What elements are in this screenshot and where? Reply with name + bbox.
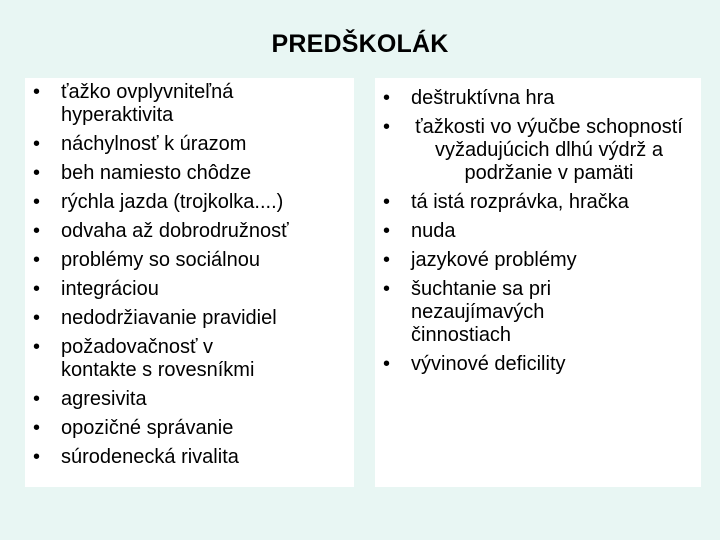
slide-title: PREDŠKOLÁK [271,30,449,58]
list-item [25,249,354,272]
list-item [25,336,354,382]
list-item [25,417,354,440]
list-item-text: integráciou [61,278,159,300]
list-item [25,278,354,301]
right-panel [375,78,701,487]
list-item [25,307,354,330]
list-item [25,220,354,243]
list-item-text: rýchla jazda (trojkolka....) [61,191,284,213]
left-bullet-list [25,81,354,475]
right-bullet-list [375,87,701,382]
list-item-text: odvaha až dobrodružnosť [61,220,289,242]
list-item [25,162,354,185]
list-item-text: nedodržiavanie pravidiel [61,307,277,329]
list-item [375,191,701,214]
list-item-text: požadovačnosť v kontakte s rovesníkmi [61,336,255,381]
list-item-text: náchylnosť k úrazom [61,133,247,155]
list-item-text: ťažkosti vo výučbe schopností vyžadujúcich dlhú výdrž a podržanie v pamäti [415,116,683,184]
list-item-text: vývinové deficility [411,353,566,375]
list-item-text: ťažko ovplyvniteľná hyperaktivita [61,81,234,126]
list-item-text: jazykové problémy [411,249,577,271]
list-item-text: nuda [411,220,456,242]
list-item [375,87,701,110]
left-panel [25,78,354,487]
list-item-text: opozičné správanie [61,417,234,439]
list-item [375,116,701,185]
list-item [375,220,701,243]
list-item [375,249,701,272]
list-item-text: deštruktívna hra [411,87,555,109]
list-item [25,133,354,156]
list-item [375,278,701,347]
list-item-text: šuchtanie sa pri nezaujímavých činnostiach [411,278,552,346]
list-item-text: problémy so sociálnou [61,249,260,271]
list-item [25,191,354,214]
list-item-text: agresivita [61,388,147,410]
list-item [375,353,701,376]
list-item-text: beh namiesto chôdze [61,162,252,184]
list-item [25,446,354,469]
list-item-text: súrodenecká rivalita [61,446,239,468]
list-item-text: tá istá rozprávka, hračka [411,191,629,213]
list-item [25,388,354,411]
list-item [25,81,354,127]
